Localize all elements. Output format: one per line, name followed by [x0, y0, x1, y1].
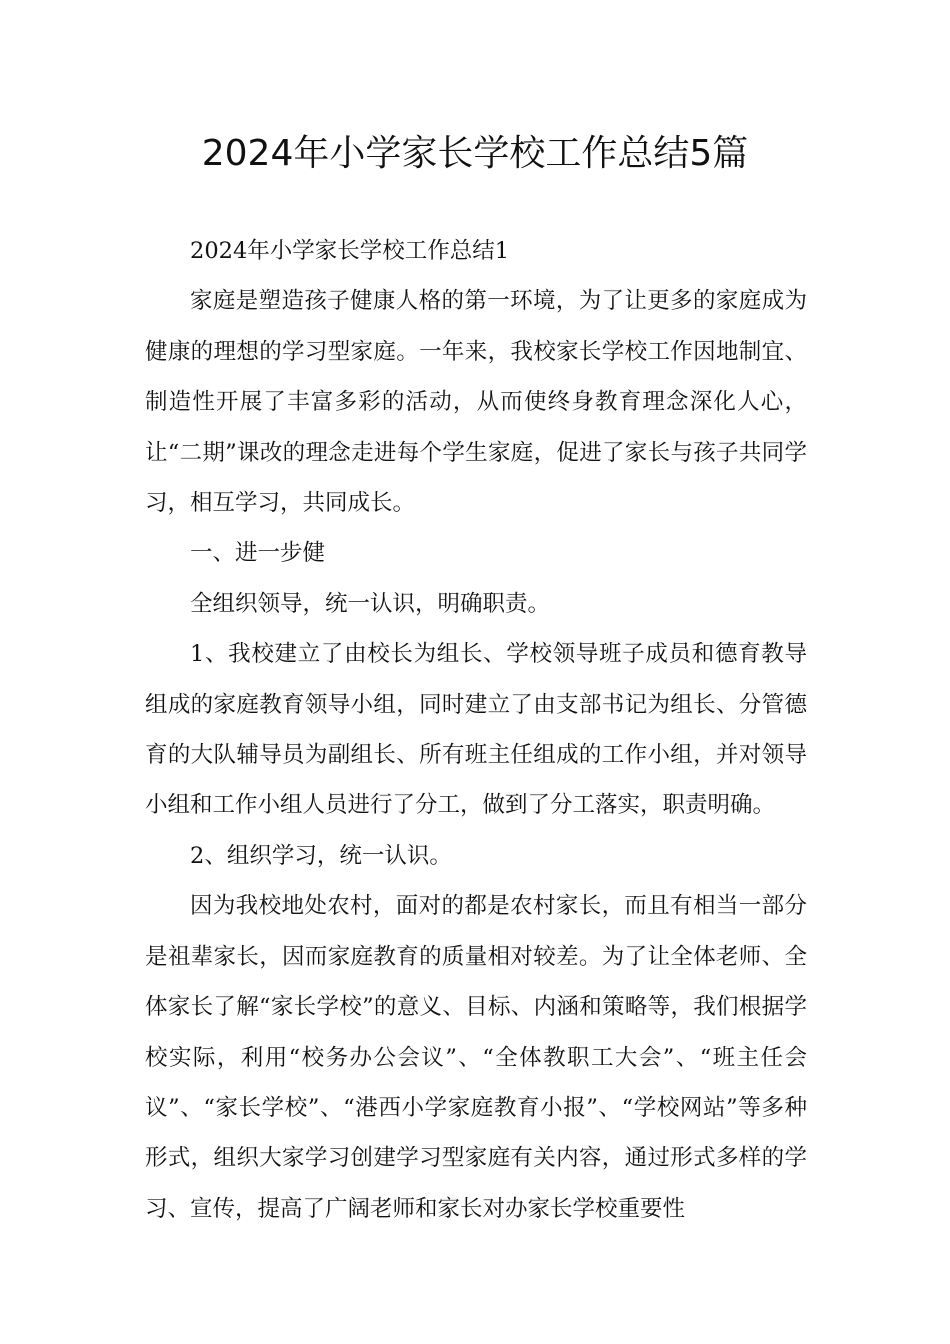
paragraph: 1、我校建立了由校长为组长、学校领导班子成员和德育教导组成的家庭教育领导小组，同时建立了由支部书记为组长、分管德育的大队辅导员为副组长、所有班主任组成的工作小组，并对领导小组和工作小组人员进行了分工，做到了分工落实，职责明确。	[145, 641, 807, 819]
paragraph: 一、进一步健	[190, 540, 326, 567]
paragraph: 因为我校地处农村，面对的都是农村家长，而且有相当一部分是祖辈家长，因而家庭教育的质量相对较差。为了让全体老师、全体家长了解“家长学校”的意义、目标、内涵和策略等，我们根据学校实际，利用“校务办公会议”、“全体教职工大会”、“班主任会议”、“家长学校”、“港西小学家庭教育小报”、“学校网站”等多种形式，组织大家学习创建学习型家庭有关内容，通过形式多样的学习、宣传，提高了广阔老师和家长对办家长学校重要性	[145, 893, 807, 1222]
document-title: 2024年小学家长学校工作总结5篇	[201, 133, 749, 174]
paragraph: 2、组织学习，统一认识。	[190, 842, 452, 869]
paragraph: 全组织领导，统一认识，明确职责。	[190, 590, 551, 617]
document-body	[145, 226, 807, 1234]
section-heading: 2024年小学家长学校工作总结1	[190, 238, 510, 264]
paragraph: 家庭是塑造孩子健康人格的第一环境，为了让更多的家庭成为健康的理想的学习型家庭。一年来，我校家长学校工作因地制宜、制造性开展了丰富多彩的活动，从而使终身教育理念深化人心，让“二期”课改的理念走进每个学生家庭，促进了家长与孩子共同学习，相互学习，共同成长。	[145, 288, 807, 517]
